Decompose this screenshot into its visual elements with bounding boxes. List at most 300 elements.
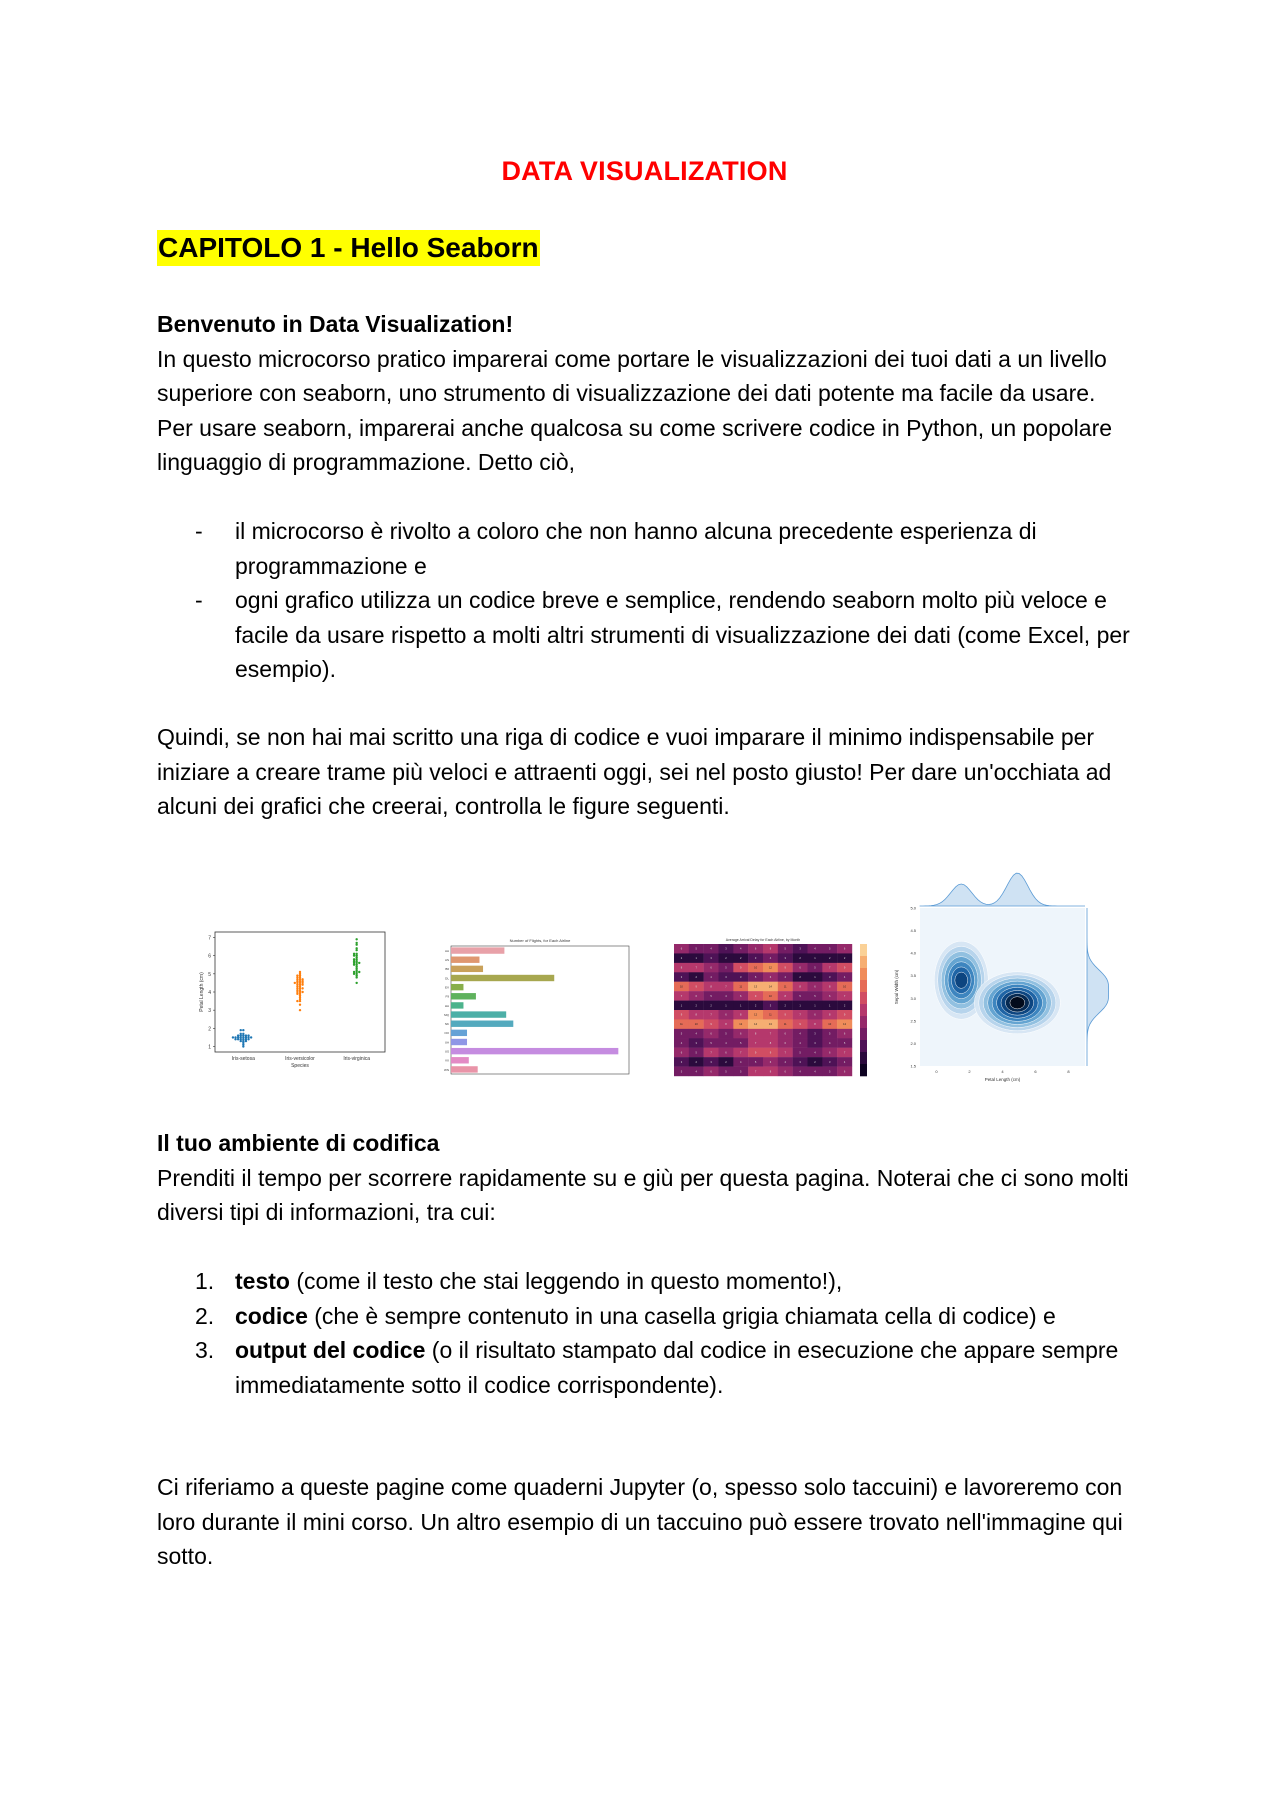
y-axis-label: Petal Length (cm) <box>199 972 205 1012</box>
y-tick-label: B6 <box>445 967 449 972</box>
heatmap-cell-label: 1 <box>829 1004 831 1008</box>
y-tick-label: US <box>444 1049 449 1054</box>
heatmap-cell-label: 7 <box>725 985 727 989</box>
heatmap-cell-label: 4 <box>799 1070 801 1074</box>
heatmap-cell-label: 1 <box>740 1004 742 1008</box>
heatmap-cell-label: 5 <box>829 1032 831 1036</box>
heatmap-cell-label: 6 <box>754 947 757 951</box>
list-item <box>157 514 1132 583</box>
heatmap-cell-label: 4 <box>814 947 816 951</box>
swarm-point <box>234 1036 236 1038</box>
swarm-point <box>301 991 303 993</box>
quindi-section <box>157 720 1132 824</box>
heatmap-cell-label: 8 <box>680 966 683 970</box>
chart-title: Number of Flights, for Each Airline <box>509 938 571 943</box>
heatmap-cell-label: 5 <box>829 1070 831 1074</box>
heatmap-cell-label: 8 <box>769 947 772 951</box>
x-tick-label: Iris-versicolor <box>285 1056 315 1062</box>
bullet-marker: - <box>195 587 203 613</box>
heatmap-cell-label: 7 <box>784 1051 786 1055</box>
heatmap-cell-label: 4 <box>710 976 712 979</box>
bar <box>451 1048 618 1054</box>
heatmap-cell-label: 9 <box>769 1051 772 1055</box>
heatmap-cell-label: 10 <box>843 985 847 989</box>
heatmap-cell-label: 4 <box>829 1042 831 1045</box>
heatmap-cell-label: 4 <box>695 1032 697 1036</box>
list-number: 2. <box>195 1302 215 1329</box>
heatmap-cell-label: 6 <box>799 966 801 970</box>
x-axis-label: Petal Length (cm) <box>984 1077 1021 1082</box>
heatmap-cell-label: 9 <box>784 966 786 970</box>
swarm-point <box>358 962 360 964</box>
right-marginal-density <box>1087 908 1109 1066</box>
heatmap-cell-label: 3 <box>740 976 742 979</box>
heatmap-cell-label: 5 <box>725 966 727 970</box>
heatmap-cell-label: 3 <box>829 976 831 979</box>
heatmap-cell-label: 5 <box>843 1042 846 1045</box>
heatmap-cell-label: 2 <box>799 976 801 979</box>
figure-row <box>157 868 1132 1092</box>
heatmap-cell-label: 4 <box>799 1042 801 1045</box>
swarm-point <box>358 971 360 973</box>
heatmap-cell-label: 7 <box>695 966 697 970</box>
bar <box>451 1066 478 1072</box>
heatmap-cell-label: 6 <box>843 1032 846 1036</box>
heatmap-cell-label: 1 <box>814 1004 816 1008</box>
y-tick-label: NK <box>444 1022 449 1027</box>
colorbar-segment <box>860 992 867 1004</box>
bullet-list-section <box>157 514 1132 687</box>
closing-section <box>157 1470 1132 1574</box>
heatmap-cell-label: 13 <box>768 1023 772 1027</box>
y-tick-label: OO <box>444 1031 449 1036</box>
y-tick-label: 4 <box>208 990 211 996</box>
heatmap-cell-label: 5 <box>799 994 801 998</box>
y-tick-label: 4.5 <box>910 928 916 934</box>
heatmap-cell-label: 2 <box>843 957 846 961</box>
heatmap-cell-label: 3 <box>814 1032 816 1036</box>
heatmap-cell-label: 7 <box>710 1013 712 1017</box>
heatmap-cell-label: 9 <box>695 985 697 989</box>
swarm-point <box>299 971 301 973</box>
heatmap-cell-label: 7 <box>829 966 831 970</box>
x-tick-label: Iris-virginica <box>343 1056 371 1062</box>
heatmap-cell-label: 11 <box>680 1023 683 1027</box>
heatmap-cell-label: 4 <box>799 1032 801 1036</box>
list-item <box>157 1333 1132 1402</box>
heatmap-cell-label: 2 <box>799 957 801 961</box>
heatmap-cell-label: 5 <box>680 1032 683 1036</box>
heatmap-cell-label: 6 <box>843 1070 846 1074</box>
heatmap-cell-label: 6 <box>710 1070 712 1074</box>
bullet-text: il microcorso è rivolto a coloro che non hanno alcuna precedente esperienza di programmazione e <box>235 518 1037 579</box>
heatmap-cell-label: 4 <box>814 1051 816 1055</box>
list-number: 3. <box>195 1337 215 1363</box>
y-tick-label: 7 <box>208 935 211 942</box>
heatmap-cell-label: 8 <box>814 1023 816 1027</box>
heatmap-cell-label: 5 <box>695 947 697 951</box>
heatmap-cell-label: 7 <box>740 1051 742 1055</box>
heatmap-cell-label: 6 <box>784 1070 786 1074</box>
heatmap-cell-label: 6 <box>680 1051 683 1055</box>
heatmap-cell-label: 1 <box>725 1004 727 1008</box>
heatmap-cell-label: 9 <box>710 1023 712 1027</box>
heatmap-cell-label: 7 <box>754 1042 757 1045</box>
list-item <box>157 1264 1132 1299</box>
heatmap-cell-label: 4 <box>769 957 772 961</box>
heatmap-cell-label: 8 <box>725 1023 727 1027</box>
heatmap-cell-label: 6 <box>695 994 697 998</box>
heatmap-cell-label: 2 <box>784 1004 786 1008</box>
list-item-text: (o il risultato stampato dal codice in esecuzione che appare sempre immediatamente sotto il codice corrispondente). <box>235 1337 1119 1398</box>
heatmap-cell-label: 7 <box>799 1013 801 1017</box>
y-tick-label: 5.0 <box>910 905 916 911</box>
swarm-point <box>294 982 296 984</box>
colorbar-segment <box>860 1064 867 1076</box>
heatmap-cell-label: 6 <box>784 1042 786 1045</box>
swarm-point <box>296 974 298 976</box>
heatmap-cell-label: 8 <box>695 1013 697 1017</box>
heatmap-cell-label: 4 <box>843 976 846 979</box>
colorbar-segment <box>860 1004 867 1016</box>
heatmap-cell-label: 5 <box>725 1032 727 1036</box>
x-tick-label: 6 <box>1034 1069 1037 1074</box>
heatmap-cell-label: 2 <box>754 1004 757 1008</box>
heatmap-cell-label: 6 <box>829 1051 831 1055</box>
heatmap-cell-label: 2 <box>725 1060 727 1064</box>
environment-heading: Il tuo ambiente di codifica <box>157 1130 440 1156</box>
list-item-text: (come il testo che stai leggendo in questo momento!), <box>289 1268 843 1294</box>
bar <box>451 1011 506 1017</box>
y-tick-label: 2 <box>208 1026 211 1033</box>
y-tick-label: AS <box>444 958 449 963</box>
heatmap-cell-label: 5 <box>710 994 712 998</box>
heatmap-cell-label: 6 <box>814 985 816 989</box>
heatmap-cell-label: 4 <box>814 1070 816 1074</box>
chapter-heading: CAPITOLO 1 - Hello Seaborn <box>157 230 540 266</box>
welcome-heading: Benvenuto in Data Visualization! <box>157 311 514 337</box>
swarm-point <box>355 942 357 944</box>
heatmap-cell-label: 2 <box>695 1060 697 1064</box>
heatmap-cell-label: 6 <box>725 1051 727 1055</box>
heatmap-cell-label: 3 <box>680 976 683 979</box>
swarm-point <box>232 1036 234 1038</box>
heatmap-cell-label: 7 <box>680 994 683 998</box>
heatmap-cell-label: 7 <box>754 1070 757 1074</box>
bar <box>451 1002 463 1008</box>
bar <box>451 993 476 999</box>
swarm-point <box>250 1036 252 1038</box>
heatmap-cell-label: 4 <box>784 976 786 979</box>
heatmap-cell-label: 13 <box>754 985 758 989</box>
swarm-point <box>355 982 357 984</box>
swarm-point <box>301 987 303 989</box>
heatmap-cell-label: 7 <box>843 1051 846 1055</box>
heatmap-cell-label: 6 <box>710 1032 712 1036</box>
heatmap-cell-label: 9 <box>754 1051 757 1055</box>
heatmap-cell-label: 12 <box>739 1023 743 1027</box>
heatmap-cell-label: 10 <box>754 966 758 970</box>
heatmap-cell-label: 6 <box>769 976 772 979</box>
x-tick-label: 8 <box>1067 1069 1070 1074</box>
heatmap-cell-label: 5 <box>799 1051 801 1055</box>
bar <box>451 957 479 963</box>
swarm-point <box>237 1034 239 1036</box>
heatmap-cell-label: 5 <box>740 1070 742 1074</box>
heatmap-cell-label: 12 <box>843 1023 847 1027</box>
heatmap-cell-label: 4 <box>725 994 727 998</box>
heatmap-cell-label: 6 <box>710 966 712 970</box>
kde-contour <box>955 972 968 988</box>
y-axis-label: Sepal Width (cm) <box>894 969 899 1005</box>
heatmap-cell-label: 3 <box>695 1042 697 1045</box>
y-tick-label: 3 <box>208 1008 211 1015</box>
heatmap-cell-label: 6 <box>829 994 831 998</box>
y-tick-label: 3.5 <box>910 973 916 979</box>
heatmap-cell-label: 8 <box>784 994 786 998</box>
heatmap-cell-label: 3 <box>710 957 712 961</box>
closing-paragraph: Ci riferiamo a queste pagine come quaderni Jupyter (o, spesso solo taccuini) e lavoreremo con loro durante il mini corso. Un altro esempio di un taccuino può essere trovato nell'immagine qui sotto. <box>157 1474 1123 1569</box>
heatmap-cell-label: 4 <box>680 1042 683 1045</box>
heatmap-cell-label: 5 <box>710 1042 712 1045</box>
heatmap-cell-label: 2 <box>829 957 831 961</box>
swarm-point <box>301 978 303 980</box>
heatmap-cell-label: 5 <box>754 1060 757 1064</box>
heatmap-cell-label: 14 <box>754 1023 758 1027</box>
y-tick-label: EV <box>444 985 449 990</box>
list-number: 1. <box>195 1268 215 1294</box>
heatmap-cell-label: 1 <box>695 957 697 961</box>
y-tick-label: 2.0 <box>910 1040 916 1046</box>
heatmap-cell-label: 2 <box>695 976 697 979</box>
heatmap-cell-label: 7 <box>843 994 846 998</box>
bar <box>451 1057 469 1063</box>
y-tick-label: 5 <box>208 971 211 978</box>
heatmap-cell-label: 4 <box>710 947 712 951</box>
y-tick-label: 1.5 <box>910 1063 916 1069</box>
heatmap-cell-label: 3 <box>799 947 801 951</box>
bar <box>451 975 554 981</box>
heatmap-cell-label: 11 <box>783 985 787 989</box>
heatmap-cell-label: 6 <box>740 1032 742 1036</box>
heatmap-cell-label: 11 <box>783 1023 787 1027</box>
heatmap-cell-label: 3 <box>799 1060 801 1064</box>
swarm-point <box>247 1034 249 1036</box>
list-item <box>157 1299 1132 1334</box>
heatmap-cell-label: 12 <box>754 1013 758 1017</box>
swarm-point <box>353 971 355 973</box>
chart-title: Average Arrival Delay for Each Airline, by Month <box>725 938 801 942</box>
x-axis-label: Species <box>291 1063 309 1069</box>
swarm-point <box>353 958 355 960</box>
colorbar-segment <box>860 1052 867 1064</box>
colorbar-segment <box>860 1016 867 1028</box>
bullet-marker: - <box>195 518 203 544</box>
heatmap-cell-label: 8 <box>769 1070 772 1074</box>
x-tick-label: 0 <box>935 1069 938 1074</box>
bullet-text: ogni grafico utilizza un codice breve e semplice, rendendo seaborn molto più veloce e facile da usare rispetto a molti altri strumenti di visualizzazione dei dati (come Excel, per esempio). <box>235 587 1130 682</box>
bar <box>451 1039 467 1045</box>
heatmap-cell-label: 2 <box>710 1004 712 1008</box>
plot-frame <box>451 946 629 1074</box>
heatmap-cell-label: 5 <box>829 947 831 951</box>
heatmap-cell-label: 1 <box>814 976 816 979</box>
y-tick-label: MQ <box>444 1012 449 1017</box>
swarm-point <box>355 938 357 940</box>
y-tick-label: VX <box>444 1058 449 1063</box>
heatmap-cell-label: 5 <box>784 947 786 951</box>
heatmap-cell-label: 8 <box>829 1013 831 1017</box>
colorbar-segment <box>860 968 867 980</box>
y-tick-label: 6 <box>208 953 211 960</box>
heatmap-cell-label: 8 <box>740 1013 742 1017</box>
kde-contour <box>1010 997 1025 1009</box>
y-tick-label: 1 <box>208 1044 211 1051</box>
heatmap-cell-label: 4 <box>784 1060 786 1064</box>
y-tick-label: DL <box>445 976 449 981</box>
heatmap-cell-label: 1 <box>814 957 816 961</box>
heatmap-cell-label: 5 <box>680 1070 683 1074</box>
heatmap-cell-label: 2 <box>740 957 742 961</box>
heatmap-cell-label: 4 <box>695 1070 697 1074</box>
heatmap-cell-label: 6 <box>843 947 846 951</box>
y-tick-label: F9 <box>445 994 449 999</box>
colorbar-segment <box>860 1028 867 1040</box>
bullet-list <box>157 514 1132 687</box>
x-tick-label: Iris-setosa <box>231 1056 255 1062</box>
heatmap-cell-label: 3 <box>725 976 727 979</box>
heatmap-cell-label: 5 <box>695 1051 697 1055</box>
heatmap-cell-label: 11 <box>739 985 743 989</box>
heatmap-cell-label: 3 <box>710 1060 712 1064</box>
kde-joint-plot-figure <box>892 868 1117 1092</box>
top-marginal-density <box>920 873 1085 906</box>
bar <box>451 984 463 990</box>
y-tick-label: UA <box>444 1040 449 1045</box>
heatmap-cell-label: 3 <box>784 957 786 961</box>
bar <box>451 1030 467 1036</box>
x-tick-label: 4 <box>1001 1069 1004 1074</box>
colorbar-segment <box>860 956 867 968</box>
heatmap-cell-label: 3 <box>829 1060 831 1064</box>
y-tick-label: 2.5 <box>910 1018 916 1024</box>
y-tick-label: AA <box>444 948 449 953</box>
heatmap-cell-label: 5 <box>740 1042 742 1045</box>
heatmap-cell-label: 11 <box>769 1013 772 1017</box>
swarm-point <box>355 947 357 949</box>
heatmap-cell-label: 2 <box>814 1060 816 1064</box>
heatmap-cell-label: 9 <box>754 994 757 998</box>
y-tick-label: WN <box>444 1067 449 1072</box>
heatmap-cell-label: 9 <box>843 1013 846 1017</box>
heatmap-cell-label: 4 <box>740 947 742 951</box>
heatmap-cell-label: 4 <box>843 1060 846 1064</box>
list-item-bold: testo <box>235 1268 290 1294</box>
heatmap-cell-label: 2 <box>695 1004 697 1008</box>
heatmap-cell-label: 5 <box>814 966 816 970</box>
list-item <box>157 583 1132 687</box>
y-tick-label: HA <box>444 1003 449 1008</box>
quindi-paragraph: Quindi, se non hai mai scritto una riga di codice e vuoi imparare il minimo indispensabile per iniziare a creare trame più veloci e attraenti oggi, sei nel posto giusto! Per dare un'occhiata ad alcuni dei grafici che creerai, controlla le figure seguenti. <box>157 724 1112 819</box>
heatmap-cell-label: 7 <box>769 1032 772 1036</box>
swarm-plot-figure <box>197 926 392 1086</box>
heatmap-cell-label: 10 <box>828 1023 832 1027</box>
heatmap-cell-label: 9 <box>740 966 742 970</box>
heatmap-cell-label: 2 <box>725 957 727 961</box>
heatmap-figure <box>662 936 887 1084</box>
intro-paragraph: In questo microcorso pratico imparerai come portare le visualizzazioni dei tuoi dati a un livello superiore con seaborn, uno strumento di visualizzazione dei dati potente ma facile da usare. Per usare seaborn, imparerai anche qualcosa su come scrivere codice in Python, un popolare linguaggio di programmazione. Detto ciò, <box>157 345 1113 475</box>
bar <box>451 966 483 972</box>
intro-section <box>157 307 1132 480</box>
heatmap-cell-label: 6 <box>769 1060 772 1064</box>
swarm-point <box>242 1033 244 1035</box>
heatmap-cell-label: 3 <box>754 957 757 961</box>
swarm-point <box>299 1009 301 1011</box>
heatmap-cell-label: 3 <box>769 1004 772 1008</box>
x-tick-label: 2 <box>968 1069 971 1074</box>
heatmap-cell-label: 10 <box>768 994 772 998</box>
list-item-text: (che è sempre contenuto in una casella grigia chiamata cella di codice) e <box>307 1302 1056 1329</box>
colorbar-segment <box>860 980 867 992</box>
heatmap-cell-label: 10 <box>694 1023 698 1027</box>
swarm-point <box>296 1000 298 1002</box>
heatmap-cell-label: 6 <box>784 1032 786 1036</box>
heatmap-cell-label: 8 <box>710 985 712 989</box>
swarm-point <box>240 1029 242 1031</box>
heatmap-cell-label: 9 <box>784 1013 786 1017</box>
heatmap-cell-label: 6 <box>725 1013 727 1017</box>
heatmap-cell-label: 10 <box>679 985 683 989</box>
heatmap-cell-label: 1 <box>680 1004 683 1008</box>
heatmap-cell-label: 3 <box>680 1060 683 1064</box>
heatmap-cell-label: 8 <box>754 1032 757 1036</box>
list-item-bold: codice <box>235 1302 308 1329</box>
heatmap-cell-label: 1 <box>799 1004 801 1008</box>
heatmap-cell-label: 8 <box>769 1042 772 1045</box>
bar <box>451 947 504 953</box>
heatmap-cell-label: 3 <box>725 947 727 951</box>
environment-section <box>157 1126 1132 1230</box>
heatmap-cell-label: 9 <box>843 966 846 970</box>
heatmap-cell-label: 5 <box>725 1070 727 1074</box>
heatmap-cell-label: 4 <box>725 1042 727 1045</box>
heatmap-cell-label: 14 <box>768 985 772 989</box>
y-tick-label: 3.0 <box>910 995 916 1001</box>
heatmap-cell-label: 2 <box>843 1004 846 1008</box>
heatmap-cell-label: 4 <box>740 1060 742 1064</box>
heatmap-cell-label: 6 <box>740 994 742 998</box>
heatmap-cell-label: 7 <box>710 1051 712 1055</box>
heatmap-cell-label: 9 <box>680 1013 683 1017</box>
heatmap-cell-label: 6 <box>814 1013 816 1017</box>
heatmap-cell-label: 8 <box>829 985 831 989</box>
y-tick-label: 4.0 <box>910 950 916 956</box>
heatmap-cell-label: 2 <box>680 957 683 961</box>
numbered-list <box>157 1264 1132 1402</box>
heatmap-cell-label: 3 <box>814 1042 816 1045</box>
swarm-point <box>299 1004 301 1006</box>
swarm-point <box>353 953 355 955</box>
swarm-point <box>245 1034 247 1036</box>
heatmap-cell-label: 6 <box>680 947 683 951</box>
heatmap-cell-label: 9 <box>799 1023 801 1027</box>
heatmap-cell-label: 5 <box>814 994 816 998</box>
heatmap-cell-label: 8 <box>799 985 801 989</box>
document-title: DATA VISUALIZATION <box>501 156 788 186</box>
colorbar-segment <box>860 944 867 956</box>
bar-chart-figure <box>437 936 635 1084</box>
environment-paragraph: Prenditi il tempo per scorrere rapidamente su e giù per questa pagina. Noterai che ci sono molti diversi tipi di informazioni, tra cui: <box>157 1164 1129 1225</box>
